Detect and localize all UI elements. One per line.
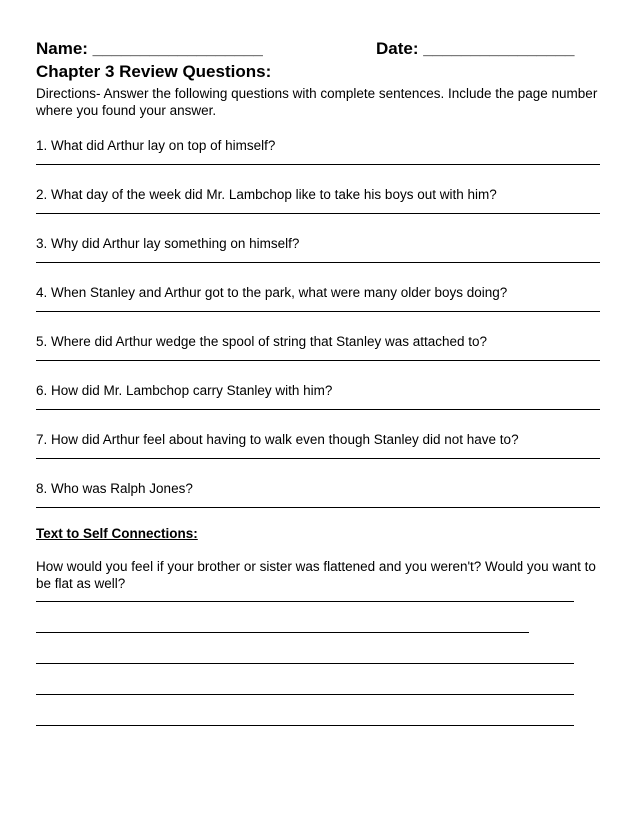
header-row [36, 38, 600, 62]
answer-line-5[interactable] [36, 350, 600, 361]
answer-line-3[interactable] [36, 252, 600, 263]
question-1 [36, 137, 600, 165]
question-6 [36, 382, 600, 410]
connections-title: Text to Self Connections: [36, 526, 198, 541]
question-text: 5. Where did Arthur wedge the spool of string that Stanley was attached to? [36, 334, 488, 349]
writing-line-1[interactable] [36, 592, 574, 602]
question-text: 1. What did Arthur lay on top of himself? [36, 138, 276, 153]
question-7 [36, 431, 600, 459]
worksheet-page [36, 38, 600, 726]
question-4 [36, 284, 600, 312]
directions-text: Directions- Answer the following questions with complete sentences. Include the page number where you found your answer. [36, 86, 598, 118]
writing-line-3[interactable] [36, 654, 574, 664]
connections-prompt: How would you feel if your brother or sister was flattened and you weren't? Would you want to be flat as well? [36, 559, 596, 591]
question-text: 8. Who was Ralph Jones? [36, 481, 193, 496]
question-text: 3. Why did Arthur lay something on himself? [36, 236, 300, 251]
question-text: 4. When Stanley and Arthur got to the park, what were many older boys doing? [36, 285, 508, 300]
question-text: 6. How did Mr. Lambchop carry Stanley with him? [36, 383, 333, 398]
question-2 [36, 186, 600, 214]
answer-line-2[interactable] [36, 203, 600, 214]
question-3 [36, 235, 600, 263]
answer-line-8[interactable] [36, 497, 600, 508]
answer-line-4[interactable] [36, 301, 600, 312]
answer-line-7[interactable] [36, 448, 600, 459]
question-text: 7. How did Arthur feel about having to walk even though Stanley did not have to? [36, 432, 519, 447]
question-5 [36, 333, 600, 361]
writing-line-5[interactable] [36, 716, 574, 726]
name-field[interactable]: Name: __________________ [36, 39, 263, 58]
writing-line-2[interactable] [36, 623, 529, 633]
question-text: 2. What day of the week did Mr. Lambchop like to take his boys out with him? [36, 187, 497, 202]
question-8 [36, 480, 600, 508]
answer-line-1[interactable] [36, 154, 600, 165]
answer-line-6[interactable] [36, 399, 600, 410]
page-title: Chapter 3 Review Questions: [36, 62, 272, 81]
date-field[interactable]: Date: ________________ [376, 39, 575, 58]
writing-line-4[interactable] [36, 685, 574, 695]
